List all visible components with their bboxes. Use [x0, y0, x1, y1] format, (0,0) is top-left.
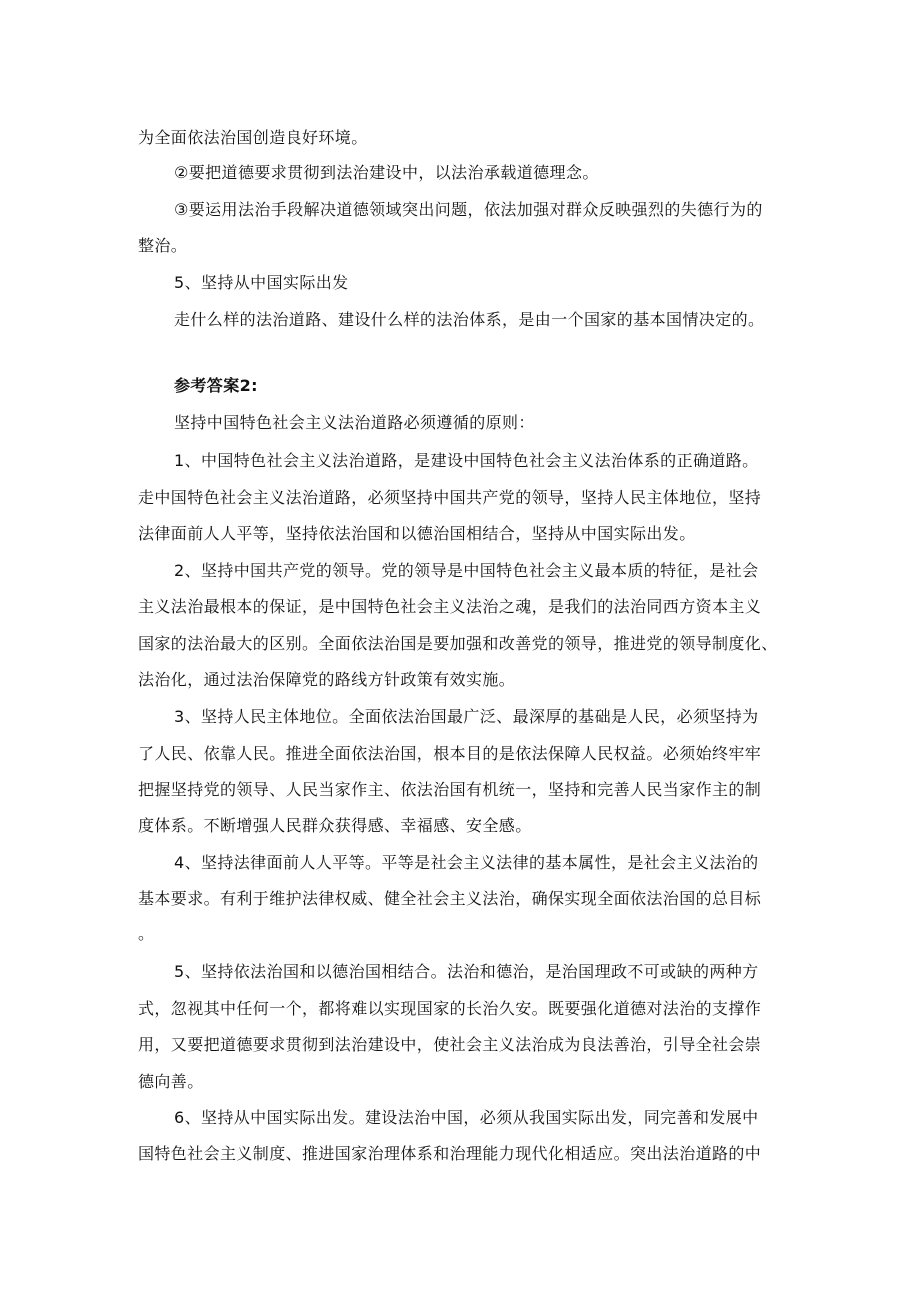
paragraph-line-14: 国家的法治最大的区别。全面依法治国是要加强和改善党的领导，推进党的领导制度化、 — [138, 634, 778, 653]
paragraph-line-25: 用，又要把道德要求贯彻到法治建设中，使社会主义法治成为良法善治，引导全社会崇 — [138, 1035, 762, 1054]
paragraph-line-24: 式，忽视其中任何一个，都将难以实现国家的长治久安。既要强化道德对法治的支撑作 — [138, 999, 762, 1018]
paragraph-line-27: 6、坚持从中国实际出发。建设法治中国，必须从我国实际出发，同完善和发展中 — [174, 1108, 759, 1127]
paragraph-line-20: 4、坚持法律面前人人平等。平等是社会主义法律的基本属性，是社会主义法治的 — [174, 853, 759, 872]
paragraph-line-8: 坚持中国特色社会主义法治道路必须遵循的原则： — [174, 413, 535, 432]
section-heading-5: 5、坚持从中国实际出发 — [174, 273, 349, 292]
paragraph-line-12: 2、坚持中国共产党的领导。党的领导是中国特色社会主义最本质的特征，是社会 — [174, 561, 759, 580]
paragraph-line-13: 主义法治最根本的保证，是中国特色社会主义法治之魂，是我们的法治同西方资本主义 — [138, 597, 762, 616]
paragraph-line-2: ②要把道德要求贯彻到法治建设中，以法治承载道德理念。 — [174, 163, 599, 182]
paragraph-line-18: 把握坚持党的领导、人民当家作主、依法治国有机统一，坚持和完善人民当家作主的制 — [138, 780, 762, 799]
paragraph-line-11: 法律面前人人平等，坚持依法治国和以德治国相结合，坚持从中国实际出发。 — [138, 524, 696, 543]
answer-heading: 参考答案2: — [174, 376, 258, 395]
paragraph-line-16: 3、坚持人民主体地位。全面依法治国最广泛、最深厚的基础是人民，必须坚持为 — [174, 707, 759, 726]
paragraph-line-1: 为全面依法治国创造良好环境。 — [138, 128, 368, 147]
paragraph-line-4: 整治。 — [138, 236, 188, 255]
paragraph-line-26: 德向善。 — [138, 1072, 204, 1091]
paragraph-line-3: ③要运用法治手段解决道德领域突出问题，依法加强对群众反映强烈的失德行为的 — [174, 200, 763, 219]
paragraph-line-9: 1、中国特色社会主义法治道路，是建设中国特色社会主义法治体系的正确道路。 — [174, 451, 759, 470]
paragraph-line-23: 5、坚持依法治国和以德治国相结合。法治和德治，是治国理政不可或缺的两种方 — [174, 962, 759, 981]
paragraph-line-10: 走中国特色社会主义法治道路，必须坚持中国共产党的领导，坚持人民主体地位，坚持 — [138, 488, 762, 507]
paragraph-line-22: 。 — [138, 924, 155, 943]
paragraph-line-6: 走什么样的法治道路、建设什么样的法治体系，是由一个国家的基本国情决定的。 — [174, 310, 765, 329]
paragraph-line-15: 法治化，通过法治保障党的路线方针政策有效实施。 — [138, 670, 516, 689]
paragraph-line-21: 基本要求。有利于维护法律权威、健全社会主义法治，确保实现全面依法治国的总目标 — [138, 889, 762, 908]
paragraph-line-17: 了人民、依靠人民。推进全面依法治国，根本目的是依法保障人民权益。必须始终牢牢 — [138, 744, 762, 763]
paragraph-line-19: 度体系。不断增强人民群众获得感、幸福感、安全感。 — [138, 816, 532, 835]
paragraph-line-28: 国特色社会主义制度、推进国家治理体系和治理能力现代化相适应。突出法治道路的中 — [138, 1144, 762, 1163]
